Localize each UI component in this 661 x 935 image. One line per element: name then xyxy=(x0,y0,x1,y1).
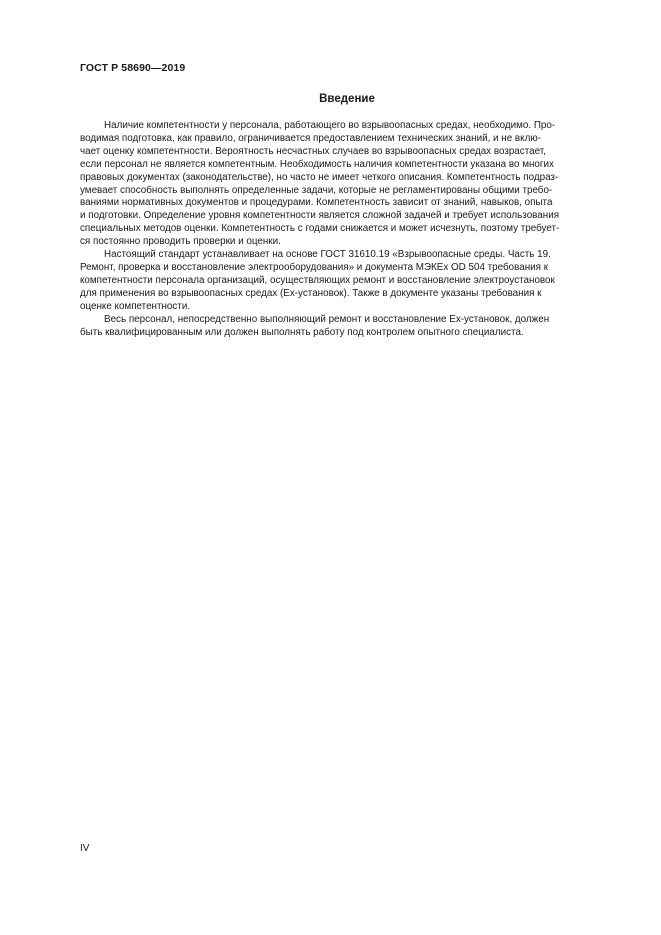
paragraph-1: Наличие компетентности у персонала, работающего во взрывоопасных средах, необходимо. Про- водимая подготовка, как правило, ограничивается предоставлением технических знаний, и не вклю- чает оценку компетентности. Вероятность несчастных случаев во взрывоопасных средах возрастает, если персонал не является компетентным. Необходимость наличия компетентности указана во многих правовых документах (законодательстве), но часто не имеет четкого описания. Компетентность подраз- умевает способность выполнять определенные задачи, которые не регламентированы общими требо- ваниями нормативных документов и процедурами. Компетентность зависит от знаний, навыков, опыта и подготовки. Определение уровня компетентности является сложной задачей и требует использования специальных методов оценки. Компетентность с годами снижается и может исчезнуть, поэтому требует- ся постоянно проводить проверки и оценки. xyxy=(80,120,560,248)
document-header: ГОСТ Р 58690—2019 xyxy=(80,62,186,74)
section-title: Введение xyxy=(319,93,375,105)
paragraph-2: Настоящий стандарт устанавливает на основе ГОСТ 31610.19 «Взрывоопасные среды. Часть 19. Ремонт, проверка и восстановление электрооборудования» и документа МЭКЕх OD 504 требования к компетентности персонала организаций, осуществляющих ремонт и восстановление электроустановок для применения во взрывоопасных средах (Ех-установок). Также в документе указаны требования к оценке компетентности. xyxy=(80,249,555,312)
page-number: IV xyxy=(80,843,90,854)
paragraph-3: Весь персонал, непосредственно выполняющий ремонт и восстановление Ех-установок, должен быть квалифицированным или должен выполнять работу под контролем опытного специалиста. xyxy=(80,313,550,338)
document-body xyxy=(80,120,614,339)
